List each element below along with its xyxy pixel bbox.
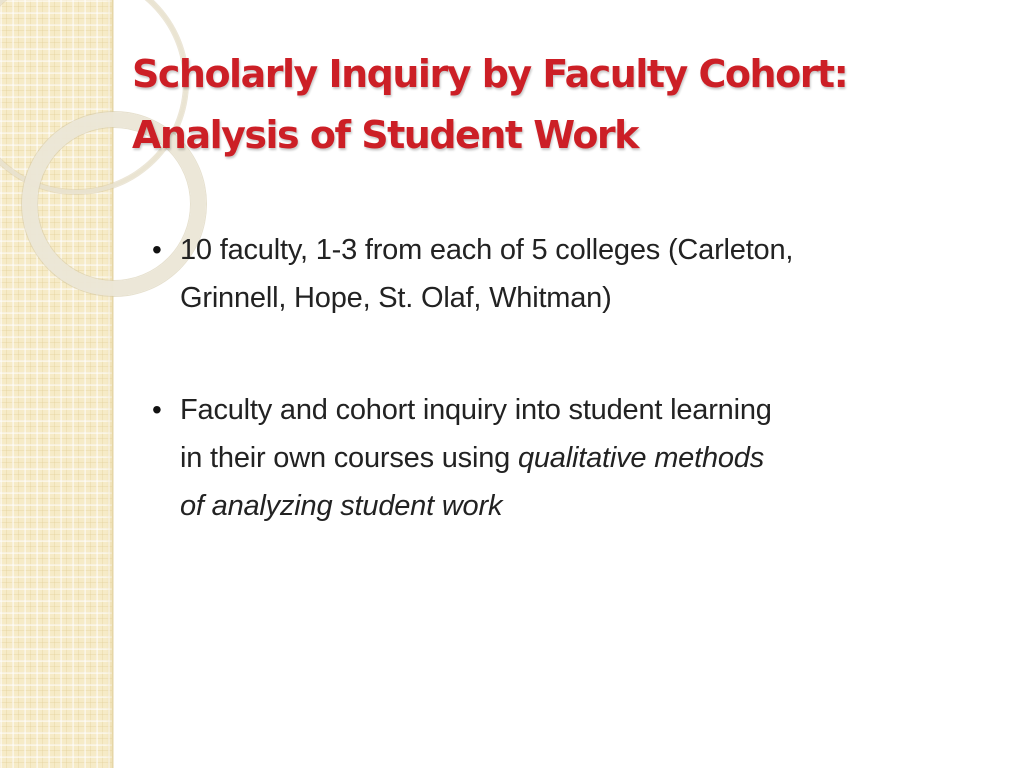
bullet-line-3-italic: of analyzing student work (180, 490, 503, 522)
bullet-line-1: 10 faculty, 1-3 from each of 5 colleges (Carleton, (180, 234, 794, 266)
bullet-marker: • (152, 234, 162, 265)
bullet-line-1: Faculty and cohort inquiry into student learning (180, 394, 772, 426)
slide-title (132, 44, 1002, 166)
bullet-text (180, 226, 972, 322)
bullet-text (180, 386, 972, 530)
bullet-line-2-plain: in their own courses using (180, 442, 518, 474)
slide-title-line-2: Analysis of Student Work (132, 113, 638, 157)
bullet-marker: • (152, 394, 162, 425)
bullet-line-2 (180, 434, 972, 482)
bullet-list (152, 226, 972, 594)
bullet-item-cohort-inquiry (152, 386, 972, 530)
bullet-item-faculty-count (152, 226, 972, 322)
slide-title-line-1: Scholarly Inquiry by Faculty Cohort: (132, 52, 848, 96)
bullet-line-2: Grinnell, Hope, St. Olaf, Whitman) (180, 282, 612, 314)
bullet-line-2-italic: qualitative methods (517, 442, 765, 474)
